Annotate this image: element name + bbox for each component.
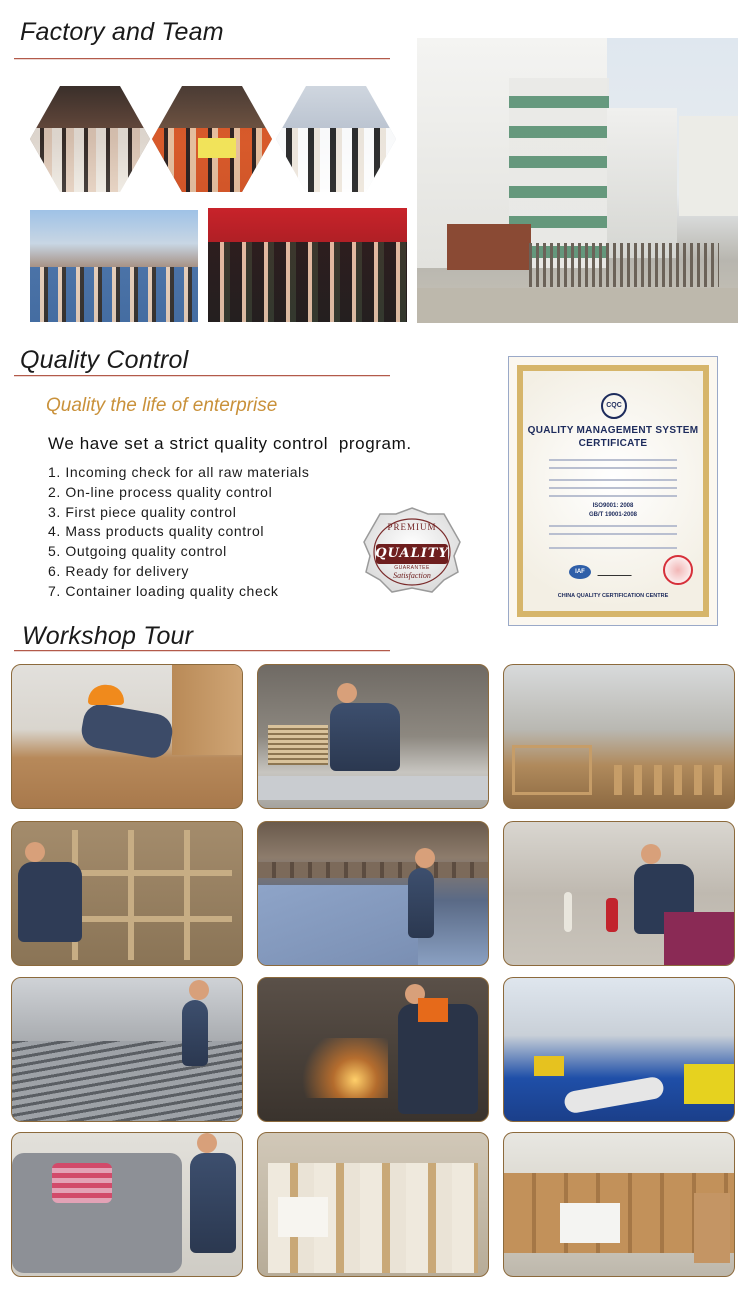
certificate-issuer: CHINA QUALITY CERTIFICATION CENTRE (557, 593, 669, 599)
workshop-tour-heading: Workshop Tour (22, 622, 194, 650)
quality-control-rule (14, 375, 390, 376)
quality-lead-text: We have set a strict quality control program. (48, 434, 412, 453)
cqc-logo-icon (601, 393, 627, 419)
quality-certificate (508, 356, 718, 626)
iaf-logo-text: IAF (575, 569, 585, 575)
workshop-photo-sofa (11, 1132, 243, 1277)
team-photo-hex-1 (30, 86, 150, 192)
workshop-photo-springs (11, 821, 243, 966)
workshop-photo-sewing (503, 821, 735, 966)
iaf-logo-icon (569, 565, 591, 579)
quality-item-5: 5. Outgoing quality control (48, 543, 227, 560)
workshop-photo-frames (503, 664, 735, 809)
workshop-photo-cutting (11, 664, 243, 809)
certificate-text-line (549, 533, 677, 535)
red-stamp-icon (663, 555, 693, 585)
certificate-text-line (549, 525, 677, 527)
factory-team-rule (14, 58, 390, 59)
workshop-photo-panels (257, 1132, 489, 1277)
quality-item-1: 1. Incoming check for all raw materials (48, 464, 310, 480)
quality-item-6: 6. Ready for delivery (48, 562, 189, 579)
workshop-photo-fabric (257, 821, 489, 966)
seal-main-text: QUALITY (375, 546, 449, 561)
certificate-standard-2: GB/T 19001-2008 (588, 512, 638, 518)
seal-bottom-text: Satisfaction (393, 571, 431, 580)
quality-item-3: 3. First piece quality control (48, 503, 237, 520)
quality-item-2: 2. On-line process quality control (48, 483, 273, 500)
quality-item-7: 7. Container loading quality check (48, 582, 279, 599)
seal-top-text: PREMIUM (387, 522, 437, 532)
certificate-text-line (549, 495, 677, 497)
team-photo-outdoor (30, 210, 198, 322)
quality-checklist (48, 463, 368, 602)
factory-building-photo (417, 38, 738, 323)
signature-mark (597, 567, 634, 576)
quality-item-4: 4. Mass products quality control (48, 523, 265, 540)
workshop-photo-welding (257, 977, 489, 1122)
workshop-photo-metal (11, 977, 243, 1122)
certificate-text-line (549, 487, 677, 489)
quality-control-heading: Quality Control (20, 346, 189, 374)
certificate-text-line (549, 479, 677, 481)
certificate-text-line (549, 467, 677, 469)
workshop-photo-saw (257, 664, 489, 809)
workshop-tour-rule (14, 650, 390, 651)
certificate-title-1: QUALITY MANAGEMENT SYSTEM (527, 425, 699, 436)
premium-quality-seal-icon (362, 506, 462, 594)
certificate-standard: ISO9001: 2008 (592, 503, 634, 509)
certificate-text-line (549, 459, 677, 461)
team-photo-hex-3 (276, 86, 396, 192)
team-photo-banquet (208, 208, 407, 322)
team-photo-hex-2 (152, 86, 272, 192)
certificate-title-2: CERTIFICATE (578, 438, 648, 449)
certificate-text-line (549, 547, 677, 549)
workshop-photo-upholstery-floor (503, 977, 735, 1122)
seal-guarantee-text: GUARANTEE (394, 565, 430, 571)
workshop-photo-warehouse (503, 1132, 735, 1277)
quality-tagline: Quality the life of enterprise (46, 395, 278, 416)
factory-team-heading: Factory and Team (20, 18, 224, 46)
cqc-logo-text: CQC (606, 402, 622, 409)
